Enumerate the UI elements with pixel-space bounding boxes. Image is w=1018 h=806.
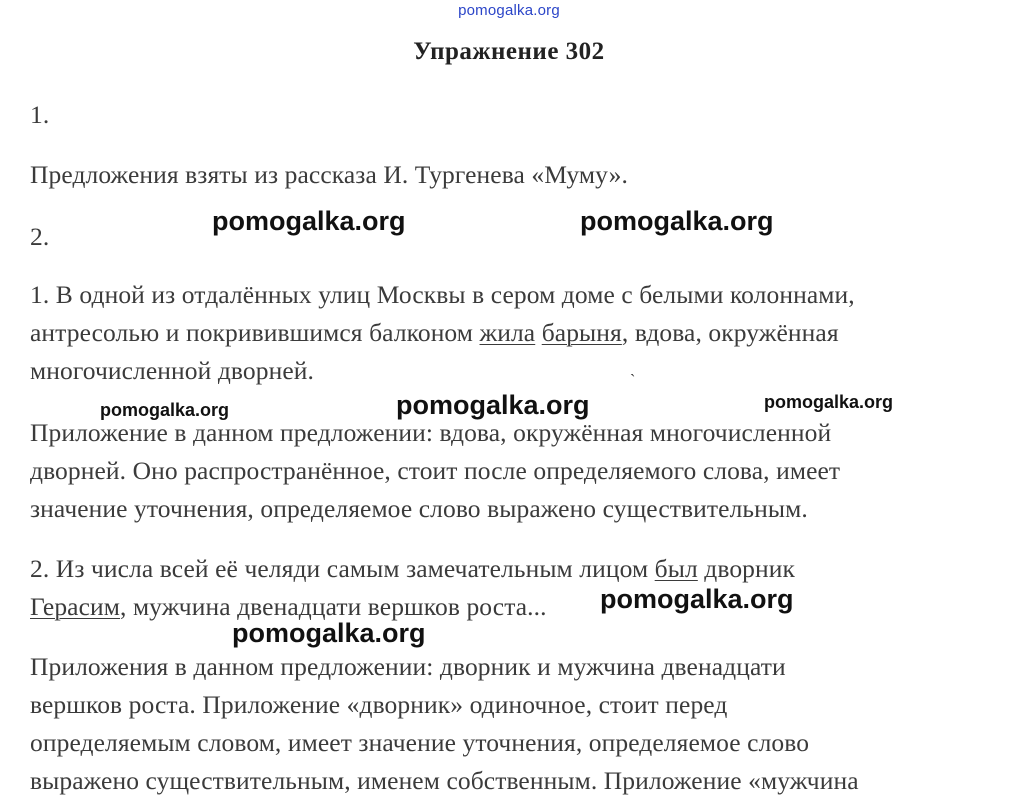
predicate-underlined: жила [479, 318, 536, 347]
watermark: pomogalka.org [100, 400, 230, 420]
watermark: pomogalka.org [600, 584, 794, 614]
watermark: pomogalka.org [212, 206, 406, 236]
explanation-1-line-3: значение уточнения, определяемое слово выражено существительным. [30, 494, 808, 523]
predicate-underlined: был [654, 554, 698, 583]
explanation-2-line-2: вершков роста. Приложение «дворник» одиночное, стоит перед [30, 690, 728, 719]
watermark: pomogalka.org [580, 206, 774, 236]
sentence-1-line-1: 1. В одной из отдалённых улиц Москвы в сером доме с белыми колоннами, [30, 280, 855, 309]
site-watermark-top: pomogalka.org [458, 2, 560, 19]
section-1-number: 1. [30, 100, 50, 129]
text-segment: , вдова, окружённая [621, 318, 839, 347]
text-segment: 2. Из числа всей её челяди самым замечательным лицом [30, 554, 655, 583]
explanation-2-line-3: определяемым словом, имеет значение уточнения, определяемое слово [30, 728, 810, 757]
text-segment: , мужчина двенадцати вершков роста... [120, 592, 547, 621]
explanation-2-line-1: Приложения в данном предложении: дворник и мужчина двенадцати [30, 652, 786, 681]
subject-underlined: Герасим [30, 592, 120, 621]
explanation-1-line-2: дворней. Оно распространённое, стоит после определяемого слова, имеет [30, 456, 841, 485]
sentence-2-line-1 [30, 554, 795, 584]
sentence-1-line-2 [30, 318, 839, 348]
scan-speck: ` [630, 372, 636, 389]
subject-underlined: барыня [541, 318, 622, 347]
section-1-text: Предложения взяты из рассказа И. Тургенева «Муму». [30, 160, 628, 189]
text-segment: антресолью и покривившимся балконом [30, 318, 480, 347]
watermark: pomogalka.org [232, 618, 426, 648]
watermark: pomogalka.org [764, 392, 894, 412]
explanation-1-line-1: Приложение в данном предложении: вдова, окружённая многочисленной [30, 418, 832, 447]
sentence-1-line-3: многочисленной дворней. [30, 356, 314, 385]
exercise-title: Упражнение 302 [413, 38, 605, 65]
section-2-number: 2. [30, 222, 50, 251]
text-segment: дворник [697, 554, 796, 583]
watermark: pomogalka.org [396, 390, 590, 420]
explanation-2-line-4: выражено существительным, именем собственным. Приложение «мужчина [30, 766, 859, 795]
